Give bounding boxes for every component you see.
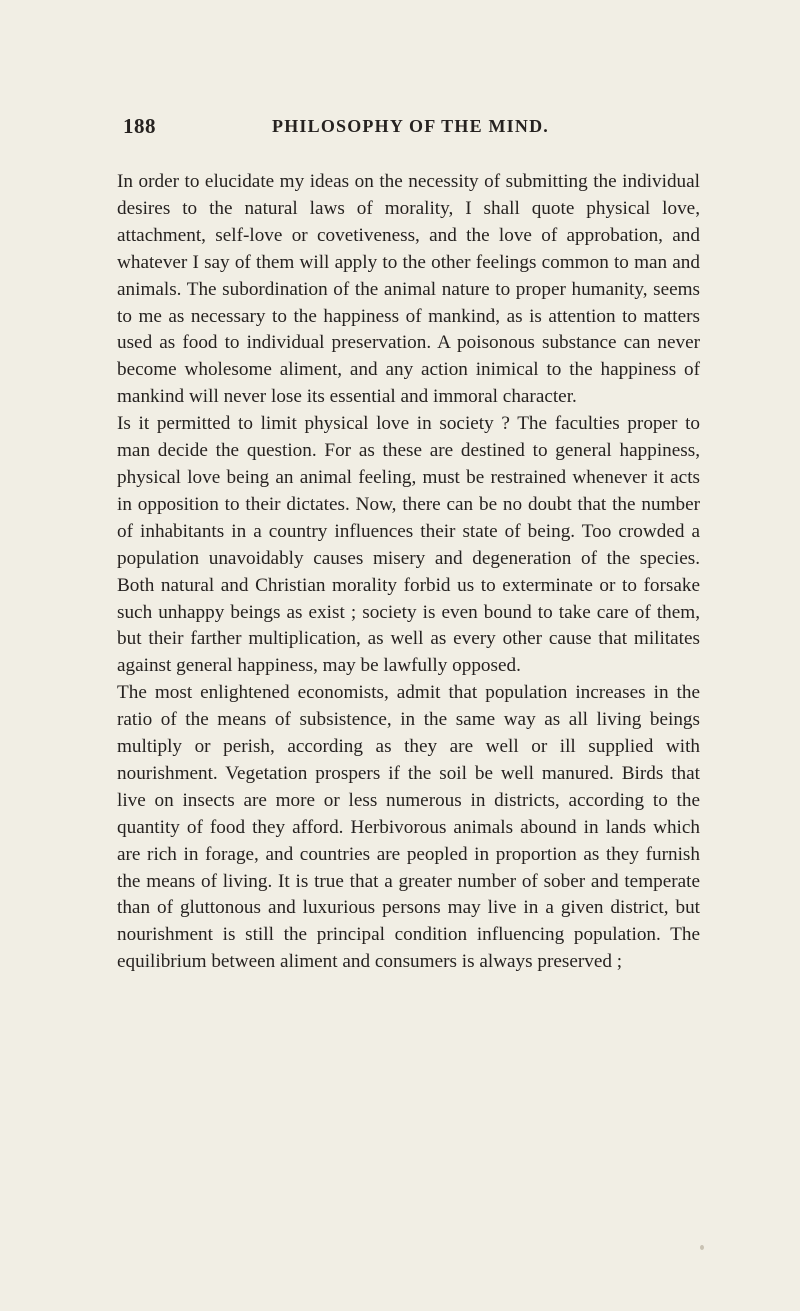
paragraph: In order to elucidate my ideas on the necessity of submitting the individual desires to the natural laws of morality, I shall quote physical love, attachment, self-love or covetiveness, and the love of approbation, and whatever I say of them will apply to the other feelings common to man and animals. The subordination of the animal nature to proper humanity, seems to me as necessary to the happiness of mankind, as is attention to matters used as food to individual preservation. A poisonous substance can never become wholesome aliment, and any action inimical to the happiness of mankind will never lose its essential and immoral character. [117, 171, 700, 408]
paragraph: Is it permitted to limit physical love in society ? The faculties proper to man decide the question. For as these are destined to general happiness, physical love being an animal feeling, must be restrained whenever it acts in opposition to their dictates. Now, there can be no doubt that the number of inhabitants in a country influences their state of being. Too crowded a population unavoidably causes misery and degeneration of the species. Both natural and Christian morality forbid us to exterminate or to forsake such unhappy beings as exist ; society is even bound to take care of them, but their farther multiplication, as well as every other cause that militates against general happiness, may be lawfully opposed. [117, 413, 700, 677]
page-header [123, 114, 698, 144]
running-title: PHILOSOPHY OF THE MIND. [272, 116, 549, 136]
paper-speck [700, 1245, 704, 1250]
body-text [117, 169, 700, 976]
page-number: 188 [123, 114, 156, 138]
paragraph: The most enlightened economists, admit that population increases in the ratio of the means of subsistence, in the same way as all living beings multiply or perish, according as they are well or ill supplied with nourishment. Vegetation prospers if the soil be well manured. Birds that live on insects are more or less numerous in districts, according to the quantity of food they afford. Herbivorous animals abound in lands which are rich in forage, and countries are peopled in proportion as they furnish the means of living. It is true that a greater number of sober and temperate than of gluttonous and luxurious persons may live in a given district, but nourishment is still the principal condition influencing population. The equilibrium between aliment and consumers is always preserved ; [117, 682, 700, 973]
